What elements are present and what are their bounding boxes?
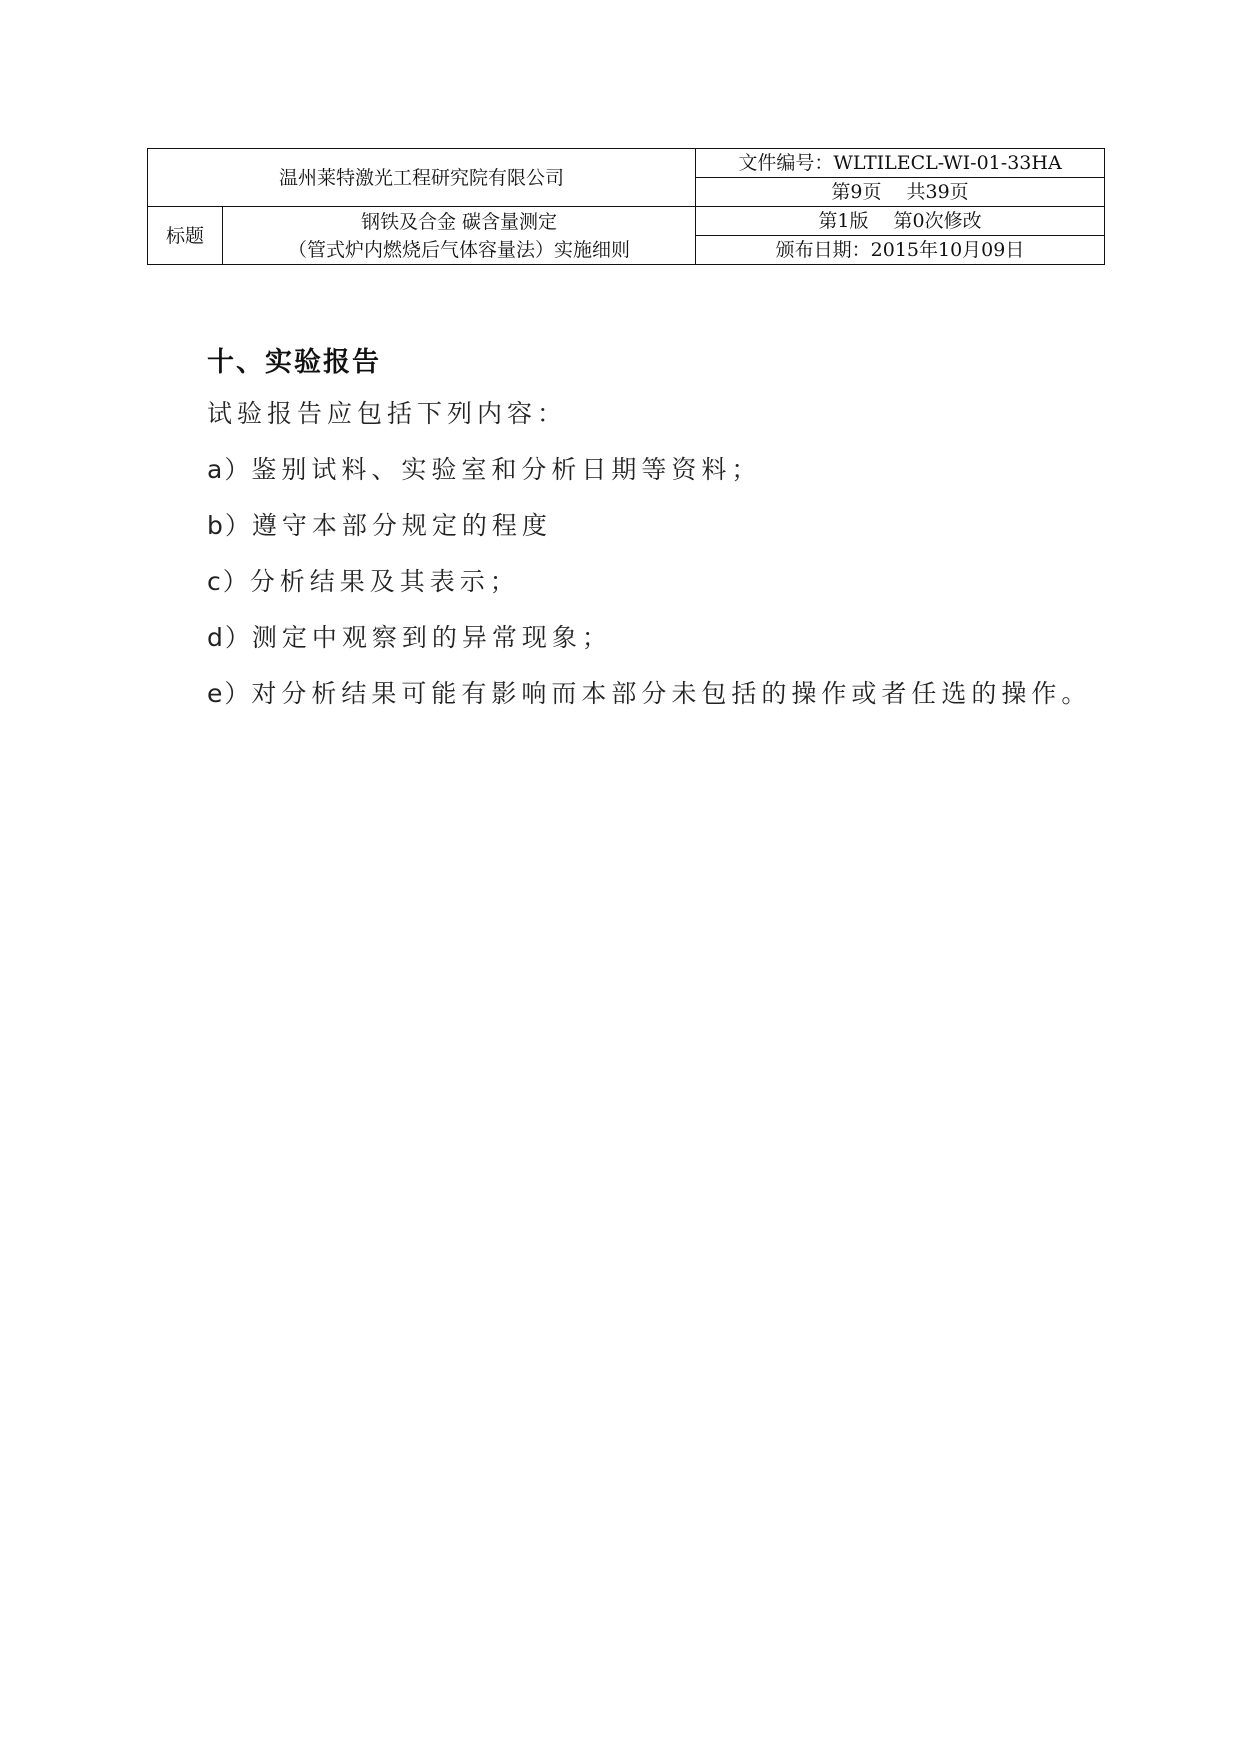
list-item <box>207 666 1107 722</box>
list-item-marker: b） <box>207 511 252 540</box>
list-item-text: 对分析结果可能有影响而本部分未包括的操作或者任选的操作。 <box>251 679 1092 708</box>
list-item-text: 鉴别试料、实验室和分析日期等资料； <box>251 455 762 484</box>
list-item-text: 测定中观察到的异常现象； <box>251 623 612 652</box>
list-item <box>207 610 1107 666</box>
intro-paragraph: 试验报告应包括下列内容： <box>207 399 568 428</box>
list-item-marker: a） <box>207 455 252 484</box>
list-item <box>207 498 1107 554</box>
list-item <box>207 554 1107 610</box>
company-name: 温州莱特激光工程研究院有限公司 <box>148 149 696 207</box>
list-item-marker: e） <box>207 679 252 708</box>
report-section <box>207 340 1107 722</box>
list-item <box>207 442 1107 498</box>
section-heading: 十、实验报告 <box>207 347 381 378</box>
title-label: 标题 <box>148 207 223 265</box>
document-title <box>223 207 696 265</box>
list-item-text: 遵守本部分规定的程度 <box>251 511 552 540</box>
list-item-text: 分析结果及其表示； <box>249 567 520 596</box>
issue-date: 颁布日期：2015年10月09日 <box>696 236 1105 265</box>
version-info: 第1版 第0次修改 <box>696 207 1105 236</box>
document-number: 文件编号：WLTILECL-WI-01-33HA <box>696 149 1105 178</box>
page-count: 第9页 共39页 <box>696 178 1105 207</box>
document-header-table <box>147 148 1105 265</box>
list-item-marker: c） <box>207 567 250 596</box>
list-item-marker: d） <box>207 623 252 652</box>
document-title-line1: 钢铁及合金 碳含量测定 <box>360 210 558 233</box>
document-title-line2: （管式炉内燃烧后气体容量法）实施细则 <box>288 238 631 261</box>
